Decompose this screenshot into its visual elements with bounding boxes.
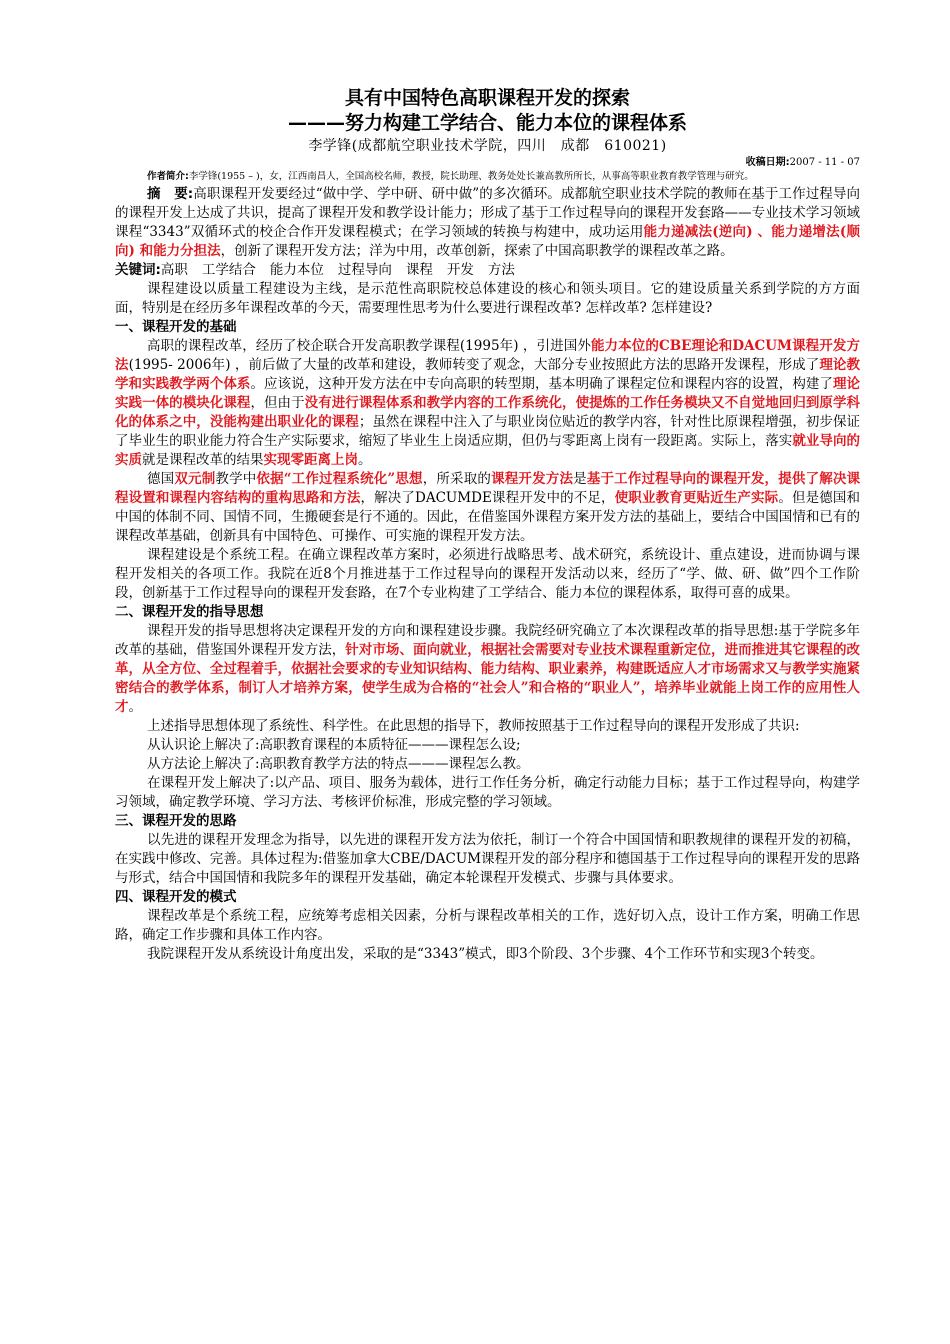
text-run: 教学中 [215, 471, 257, 487]
keyword: 过程导向 [337, 262, 392, 278]
emphasis-run: 理论实践一体的模块化课程 [115, 376, 861, 411]
text-run: 。 [128, 699, 142, 715]
text-run: ，解决了DACUMDE课程开发中的不足， [360, 490, 615, 506]
text-run: ；虽然在课程中注入了与职业岗位贴近的教学内容，针对性比原课程增强，初步保证了毕业生的职业能力符合生产实际要求，缩短了毕业生上岗适应期，但仍与零距离上岗有一段距离。实际上，落实 [115, 414, 861, 449]
emphasis-run: 实现零距离上岗 [263, 452, 358, 468]
paper-subtitle: ———努力构建工学结合、能力本位的课程体系 [287, 112, 687, 134]
abstract [115, 185, 860, 261]
paragraph [115, 470, 860, 546]
author-intro-text: 李学锋(1955 – )，女，江西南昌人，全国高校名师，教授，院长助理、教务处处长兼高教所所长，从事高等职业教育教学管理与研究。 [188, 171, 754, 182]
text-run: 就是课程改革的结果 [142, 452, 264, 468]
section-heading: 二、课程开发的指导思想 [115, 604, 264, 620]
emphasis-run: 没有进行课程体系和教学内容的工作系统化，使提炼的工作任务模块又不自觉地回归到原学科化的体系之中，没能构建出职业化的课程 [115, 395, 861, 430]
emphasis-run: 双元制 [174, 471, 216, 487]
author-line: 李学锋(成都航空职业技术学院，四川 成都 610021) [308, 138, 667, 154]
paragraph: 课程改革是个系统工程，应统筹考虑相关因素，分析与课程改革相关的工作，选好切入点，设计工作方案，明确工作思路，确定工作步骤和具体工作内容。 [115, 908, 860, 943]
keyword: 高职 [160, 262, 188, 278]
keyword: 能力本位 [269, 262, 324, 278]
paper-page [115, 86, 860, 964]
text-run: 德国 [147, 471, 175, 487]
paragraph [115, 337, 860, 470]
text-run: 。应该说，这种开发方法在中专向高职的转型期，基本明确了课程定位和课程内容的设置，构建了 [250, 376, 833, 392]
keywords [115, 261, 860, 280]
abstract-text: 高职课程开发要经过“做中学、学中研、研中做”的多次循环。成都航空职业技术学院的教师在基于工作过程导向的课程开发上达成了共识，提高了课程开发和教学设计能力；形成了基于工作过程导向的课程开发套路——专业技术学习领域课程“3343”双循环式的校企合作开发课程模式；在学习领域的转换与构建中，成功运用 [115, 186, 860, 240]
emphasis-run: 就业导向的实质 [115, 433, 861, 468]
text-run: 课程开发的指导思想将决定课程开发的方向和课程建设步骤。我院经研究确立了本次课程改革的指导思想:基于学院多年改革的基础，借鉴国外课程开发方法， [115, 623, 860, 658]
paragraph [115, 622, 860, 717]
author-intro-label: 作者简介: [147, 171, 189, 182]
paper-title: 具有中国特色高职课程开发的探索 [344, 87, 630, 109]
text-run: (1995- 2006年) ，前后做了大量的改革和建设，教师转变了观念，大部分专业按照此方法的思路开发课程，形成了 [128, 357, 820, 373]
emphasis-run: 能力本位的CBE理论和DACUM课程开发方法 [115, 338, 860, 373]
abstract-label: 摘 要: [147, 186, 194, 202]
list-line: 从方法论上解决了:高职教育教学方法的特点———课程怎么教。 [147, 756, 530, 772]
abstract-emphasis: 能力递减法(逆向) 、能力递增法(顺向) 和能力分担法 [115, 224, 860, 259]
received-label: 收稿日期: [745, 157, 790, 168]
emphasis-run: 依据“工作过程系统化”思想 [256, 471, 423, 487]
paragraph: 我院课程开发从系统设计角度出发，采取的是“3343”模式，即3个阶段、3个步骤、4个工作环节和实现3个转变。 [147, 946, 824, 962]
text-run: ，但由于 [250, 395, 305, 411]
list-line: 从认识论上解决了:高职教育课程的本质特征———课程怎么设; [147, 737, 521, 753]
emphasis-run: 理论教学和实践教学两个体系 [115, 357, 861, 392]
keyword: 方法 [487, 262, 515, 278]
keywords-label: 关键词: [115, 262, 161, 278]
section-heading: 一、课程开发的基础 [115, 319, 237, 335]
received-date [115, 156, 860, 170]
emphasis-run: 基于工作过程导向的课程开发，提供了解决课程设置和课程内容结构的重构思路和方法 [115, 471, 861, 506]
text-run: 是 [573, 471, 587, 487]
paragraph: 上述指导思想体现了系统性、科学性。在此思想的指导下，教师按照基于工作过程导向的课程开发形成了共识: [147, 718, 800, 734]
emphasis-run: 针对市场、面向就业，根据社会需要对专业技术课程重新定位，进而推进其它课程的改革，从全方位、全过程着手，依据社会要求的专业知识结构、能力结构、职业素养，构建既适应人才市场需求又与教学实施紧密结合的教学体系，制订人才培养方案，使学生成为合格的“社会人”和合格的“职业人”，培养毕业就能上岗工作的应用性人才 [115, 642, 861, 715]
keyword: 工学结合 [201, 262, 256, 278]
section-heading: 三、课程开发的思路 [115, 813, 237, 829]
paragraph: 课程建设是个系统工程。在确立课程改革方案时，必须进行战略思考、战术研究，系统设计、重点建设，进而协调与课程开发相关的各项工作。我院在近8个月推进基于工作过程导向的课程开发活动以来，经历了“学、做、研、做”四个工作阶段，创新基于工作过程导向的课程开发套路，在7个专业构建了工学结合、能力本位的课程体系，取得可喜的成果。 [115, 547, 860, 601]
emphasis-run: 课程开发方法 [491, 471, 574, 487]
section-heading: 四、课程开发的模式 [115, 889, 237, 905]
paragraph: 以先进的课程开发理念为指导，以先进的课程开发方法为依托，制订一个符合中国国情和职教规律的课程开发的初稿，在实践中修改、完善。具体过程为:借鉴加拿大CBE/DACUM课程开发的部分程序和德国基于工作过程导向的课程开发的思路与形式，结合中国国情和我院多年的课程开发基础，确定本轮课程开发模式、步骤与具体要求。 [115, 832, 860, 886]
emphasis-run: 使职业教育更贴近生产实际 [614, 490, 779, 506]
text-run: 。 [358, 452, 372, 468]
text-run: ，所采取的 [422, 471, 492, 487]
keyword: 开发 [446, 262, 474, 278]
received-value: 2007 - 11 - 07 [789, 157, 860, 168]
text-run: 高职的课程改革，经历了校企联合开发高职教学课程(1995年) ，引进国外 [147, 338, 591, 354]
author-intro [115, 170, 860, 183]
keyword: 课程 [405, 262, 433, 278]
abstract-text: ，创新了课程开发方法；洋为中用，改革创新，探索了中国高职教学的课程改革之路。 [220, 243, 734, 259]
intro-paragraph: 课程建设以质量工程建设为主线，是示范性高职院校总体建设的核心和领头项目。它的建设质量关系到学院的方方面面，特别是在经历多年课程改革的今天，需要理性思考为什么要进行课程改革? 怎样改革? 怎样建设? [115, 281, 860, 316]
paragraph: 在课程开发上解决了:以产品、项目、服务为载体，进行工作任务分析，确定行动能力目标；基于工作过程导向，构建学习领域，确定教学环境、学习方法、考核评价标准，形成完整的学习领域。 [115, 775, 860, 810]
text-run: 。但是德国和中国的体制不同、国情不同，生搬硬套是行不通的。因此，在借鉴国外课程方案开发方法的基础上，要结合中国国情和已有的课程改革基础，创新具有中国特色、可操作、可实施的课程开发方法。 [115, 490, 861, 544]
